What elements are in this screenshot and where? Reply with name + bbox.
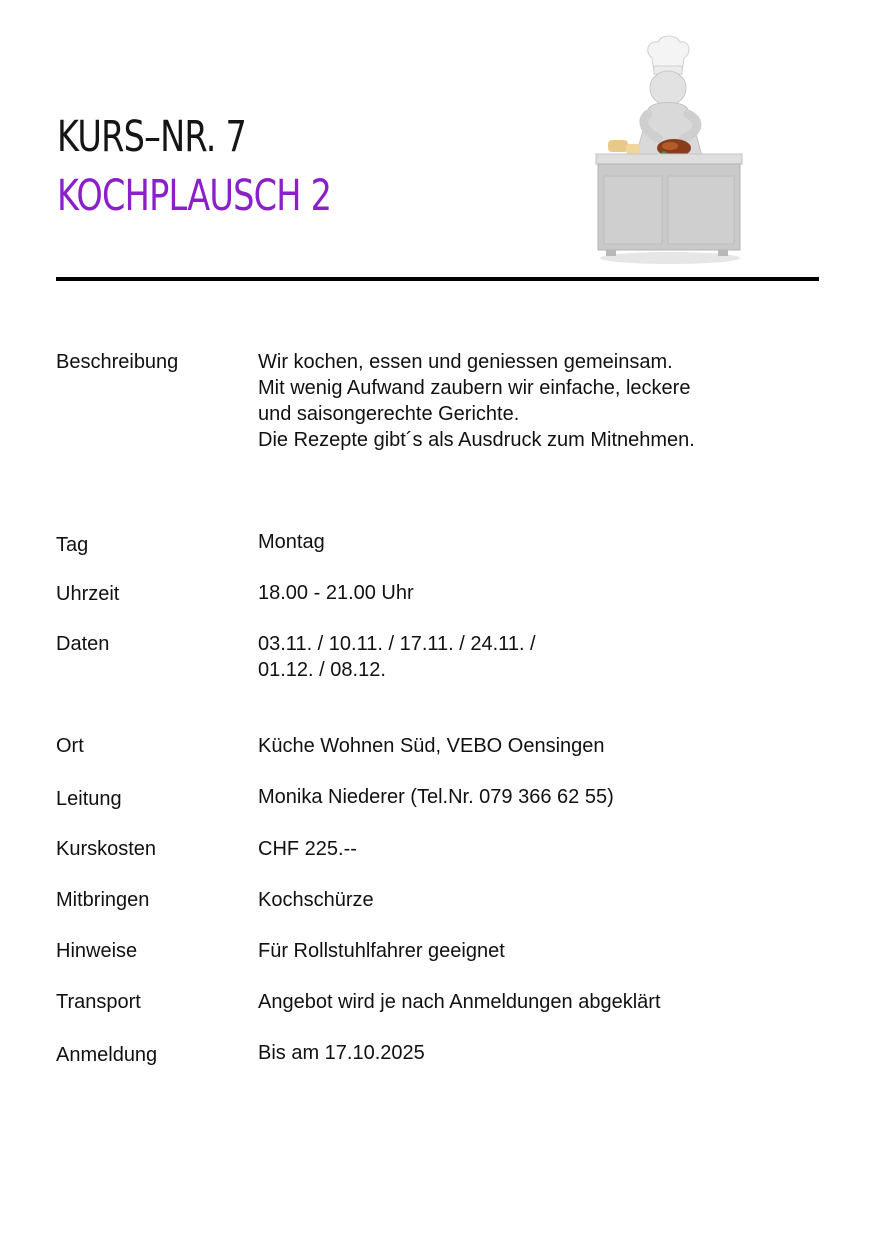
course-name-title: KOCHPLAUSCH 2: [57, 171, 332, 221]
beschreibung-line: Wir kochen, essen und geniessen gemeinsam.: [258, 351, 673, 373]
row-beschreibung: [56, 349, 816, 459]
row-uhrzeit: [56, 580, 816, 610]
value-beschreibung: [258, 349, 818, 453]
label-hinweise: Hinweise: [56, 940, 138, 962]
label-kurskosten: Kurskosten: [56, 838, 157, 860]
daten-line: 01.12. / 08.12.: [258, 659, 386, 681]
row-kurskosten: [56, 836, 816, 866]
bread-slice: [626, 144, 640, 154]
beschreibung-line: und saisongerechte Gerichte.: [258, 403, 520, 425]
label-mitbringen: Mitbringen: [56, 889, 150, 911]
row-hinweise: [56, 938, 816, 968]
value-uhrzeit: 18.00 - 21.00 Uhr: [258, 582, 414, 604]
row-leitung: [56, 784, 816, 814]
row-ort: [56, 733, 816, 763]
value-ort: Küche Wohnen Süd, VEBO Oensingen: [258, 735, 605, 757]
chef-illustration: [592, 34, 748, 266]
label-tag: Tag: [56, 534, 89, 556]
counter-panel-left: [604, 176, 662, 244]
counter-top: [596, 154, 742, 164]
roast-chicken-highlight: [662, 142, 678, 150]
label-leitung: Leitung: [56, 788, 122, 810]
label-anmeldung: Anmeldung: [56, 1044, 158, 1066]
label-uhrzeit: Uhrzeit: [56, 583, 120, 605]
label-ort: Ort: [56, 735, 84, 757]
value-kurskosten: CHF 225.--: [258, 838, 357, 860]
row-daten: [56, 631, 816, 687]
counter-foot-left: [606, 250, 616, 256]
value-tag: Montag: [258, 531, 325, 553]
label-transport: Transport: [56, 991, 141, 1013]
counter-panel-right: [668, 176, 734, 244]
value-mitbringen: Kochschürze: [258, 889, 374, 911]
daten-line: 03.11. / 10.11. / 17.11. / 24.11. /: [258, 633, 536, 655]
value-hinweise: Für Rollstuhlfahrer geeignet: [258, 940, 505, 962]
course-number-title: KURS–NR. 7: [57, 112, 247, 162]
value-leitung: Monika Niederer (Tel.Nr. 079 366 62 55): [258, 786, 614, 808]
beschreibung-line: Die Rezepte gibt´s als Ausdruck zum Mitnehmen.: [258, 429, 695, 451]
row-mitbringen: [56, 887, 816, 917]
row-transport: [56, 989, 816, 1019]
chef-head: [650, 71, 686, 105]
bread-loaf: [608, 140, 628, 152]
label-beschreibung: Beschreibung: [56, 351, 179, 373]
beschreibung-line: Mit wenig Aufwand zaubern wir einfache, leckere: [258, 377, 691, 399]
header-divider: [56, 277, 819, 281]
row-anmeldung: [56, 1040, 816, 1070]
label-daten: Daten: [56, 633, 110, 655]
row-tag: [56, 529, 816, 559]
counter-foot-right: [718, 250, 728, 256]
value-daten: [258, 631, 818, 683]
value-anmeldung: Bis am 17.10.2025: [258, 1042, 425, 1064]
value-transport: Angebot wird je nach Anmeldungen abgeklärt: [258, 991, 661, 1013]
